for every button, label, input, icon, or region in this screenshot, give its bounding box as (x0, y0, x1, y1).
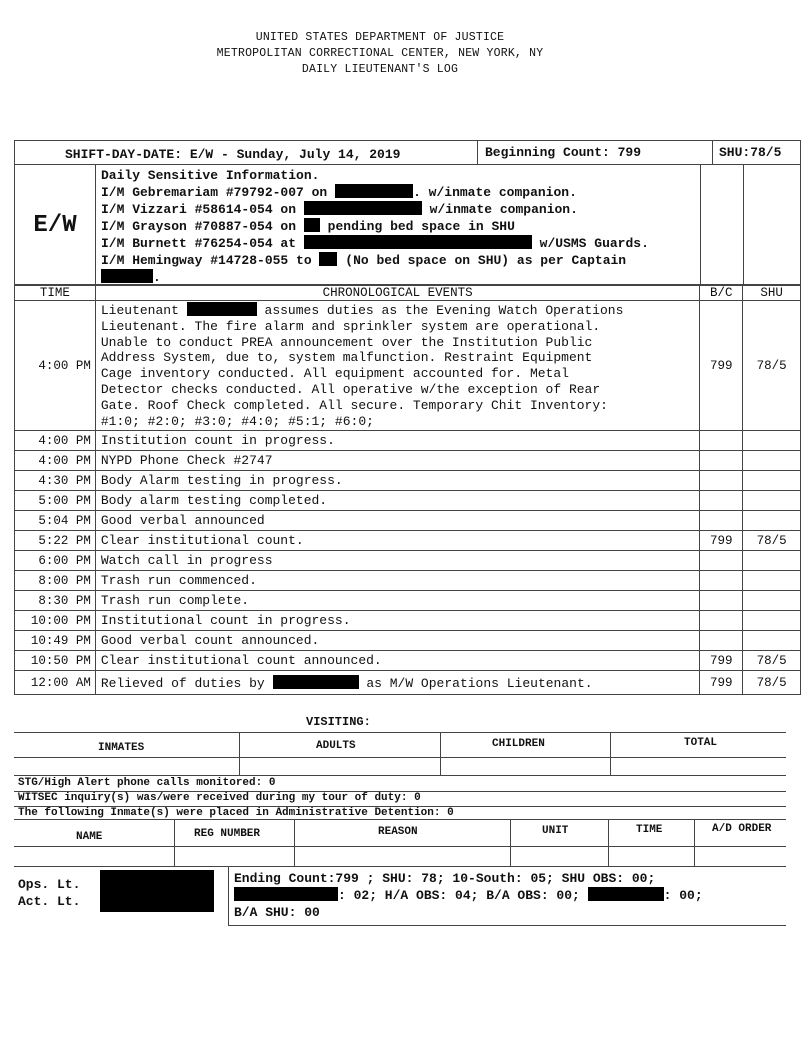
entry-time: 4:00 PM (15, 431, 96, 451)
entry-event: Clear institutional count announced. (95, 651, 699, 671)
table-row (15, 571, 801, 591)
table-row (15, 551, 801, 571)
redaction (234, 887, 338, 901)
entry-time: 8:00 PM (15, 571, 96, 591)
witsec-note: WITSEC inquiry(s) was/were received during my tour of duty: 0 (18, 792, 421, 804)
ad-order: A/D ORDER (712, 823, 772, 835)
ops-lt-label: Ops. Lt. (18, 877, 81, 892)
redaction (319, 252, 337, 266)
redaction (304, 218, 320, 232)
table-row (15, 511, 801, 531)
entry-event (95, 301, 699, 431)
table-row (15, 651, 801, 671)
table-row (15, 491, 801, 511)
visiting-total: TOTAL (684, 737, 718, 749)
entry-shu (743, 431, 801, 451)
entry-shu (743, 631, 801, 651)
entry-bc (700, 431, 743, 451)
entry-shu (743, 611, 801, 631)
sensitive-line-3b: pending bed space in SHU (327, 219, 515, 234)
col-shu: SHU (743, 285, 801, 301)
shift-code: E/W (15, 165, 96, 285)
entry-shu: 78/5 (743, 651, 801, 671)
redaction (100, 870, 214, 912)
entry-time: 10:49 PM (15, 631, 96, 651)
ending-count-text (234, 870, 703, 921)
entry-text: as M/W Operations Lieutenant. (366, 675, 593, 691)
table-row (15, 301, 801, 431)
admin-detention-note: The following Inmate(s) were placed in Administrative Detention: 0 (18, 807, 454, 819)
visiting-inmates: INMATES (98, 742, 145, 754)
table-row (15, 471, 801, 491)
sensitive-line-1b: . w/inmate companion. (413, 185, 577, 200)
entry-event: Clear institutional count. (95, 531, 699, 551)
ad-time: TIME (636, 824, 663, 836)
entry-shu (743, 571, 801, 591)
entry-bc (700, 611, 743, 631)
table-row (15, 431, 801, 451)
entry-bc: 799 (700, 301, 743, 431)
beginning-count: Beginning Count: 799 (485, 145, 642, 160)
sensitive-line-4b: w/USMS Guards. (539, 236, 649, 251)
entry-bc: 799 (700, 651, 743, 671)
entry-time: 4:00 PM (15, 301, 96, 431)
sensitive-title: Daily Sensitive Information. (101, 168, 320, 183)
entry-shu (743, 511, 801, 531)
entry-shu (743, 591, 801, 611)
entry-time: 8:30 PM (15, 591, 96, 611)
entry-shu: 78/5 (743, 531, 801, 551)
col-time: TIME (15, 285, 96, 301)
entry-event: Good verbal announced (95, 511, 699, 531)
header-line-1: UNITED STATES DEPARTMENT OF JUSTICE (255, 31, 505, 44)
visiting-table (14, 732, 786, 776)
redaction (101, 269, 153, 283)
ad-reason: REASON (378, 826, 418, 838)
admin-detention-table (14, 819, 786, 867)
entry-time: 5:22 PM (15, 531, 96, 551)
col-bc: B/C (700, 285, 743, 301)
shift-header-row (14, 140, 801, 165)
redaction (304, 235, 532, 249)
entry-bc: 799 (700, 531, 743, 551)
col-events: CHRONOLOGICAL EVENTS (95, 285, 699, 301)
sensitive-info-text (101, 168, 649, 286)
ad-unit: UNIT (542, 825, 569, 837)
entry-bc: 799 (700, 671, 743, 695)
entry-bc (700, 491, 743, 511)
entry-time: 5:04 PM (15, 511, 96, 531)
entry-event: NYPD Phone Check #2747 (95, 451, 699, 471)
entry-event: Trash run commenced. (95, 571, 699, 591)
ending-count-line-1: Ending Count:799 ; SHU: 78; 10-South: 05; SHU OBS: 00; (234, 871, 656, 886)
entry-bc (700, 511, 743, 531)
entry-shu (743, 491, 801, 511)
entry-event: Good verbal count announced. (95, 631, 699, 651)
visiting-title: VISITING: (306, 715, 371, 729)
entry-event (95, 671, 699, 695)
sensitive-line-3a: I/M Grayson #70887-054 on (101, 219, 297, 234)
shu-count: SHU:78/5 (719, 145, 782, 160)
redaction (588, 887, 664, 901)
entry-time: 6:00 PM (15, 551, 96, 571)
entry-bc (700, 571, 743, 591)
entry-time: 5:00 PM (15, 491, 96, 511)
entry-bc (700, 451, 743, 471)
sensitive-line-2b: w/inmate companion. (429, 202, 578, 217)
entry-shu (743, 551, 801, 571)
sensitive-line-2a: I/M Vizzari #58614-054 on (101, 202, 297, 217)
entry-bc (700, 631, 743, 651)
entry-text: The fire alarm and sprinkler system are operational. (194, 318, 601, 334)
sensitive-line-5a: I/M Hemingway #14728-055 to (101, 253, 312, 268)
entry-text: Lieutenant (100, 303, 179, 318)
entry-time: 10:50 PM (15, 651, 96, 671)
ad-name: NAME (76, 831, 103, 843)
entry-text: Relieved of duties by (100, 675, 265, 691)
entry-shu: 78/5 (743, 671, 801, 695)
redaction (304, 201, 422, 215)
ad-reg: REG NUMBER (194, 828, 261, 840)
entry-event: Body Alarm testing in progress. (95, 471, 699, 491)
shift-day-date: SHIFT-DAY-DATE: E/W - Sunday, July 14, 2019 (65, 147, 401, 162)
entry-time: 4:00 PM (15, 451, 96, 471)
entry-time: 12:00 AM (15, 671, 96, 695)
entry-text: #1:0; #2:0; #3:0; #4:0; #5:1; #6:0; (100, 413, 374, 429)
header-line-3: DAILY LIEUTENANT'S LOG (301, 63, 459, 76)
sensitive-line-4a: I/M Burnett #76254-054 at (101, 236, 297, 251)
entry-text: Unable to conduct PREA announcement over the Institution Public (100, 334, 593, 350)
table-row (15, 611, 801, 631)
entry-bc (700, 551, 743, 571)
table-row (15, 591, 801, 611)
entry-event: Trash run complete. (95, 591, 699, 611)
act-lt-label: Act. Lt. (18, 894, 81, 909)
entry-text: Gate. Roof Check completed. All secure. Temporary Chit Inventory: (100, 397, 608, 413)
entry-time: 4:30 PM (15, 471, 96, 491)
entry-time: 10:00 PM (15, 611, 96, 631)
entry-event: Body alarm testing completed. (95, 491, 699, 511)
stg-note: STG/High Alert phone calls monitored: 0 (18, 777, 276, 789)
visiting-children: CHILDREN (492, 738, 545, 750)
table-row (15, 451, 801, 471)
entry-shu (743, 471, 801, 491)
ending-count-line-2b: : 00; (663, 888, 703, 903)
column-header-row (15, 285, 801, 301)
entry-text: Cage inventory conducted. All equipment accounted for. Metal (100, 366, 569, 382)
sensitive-line-5b: (No bed space on SHU) as per Captain (345, 253, 627, 268)
redaction (187, 302, 257, 316)
header-line-2: METROPOLITAN CORRECTIONAL CENTER, NEW YORK, NY (216, 47, 544, 60)
redaction (335, 184, 413, 198)
sensitive-line-6b: . (153, 270, 161, 285)
entry-text: Detector checks conducted. All operative w/the exception of Rear (100, 381, 601, 397)
ending-count-line-2a: : 02; H/A OBS: 04; B/A OBS: 00; (338, 888, 580, 903)
visiting-adults: ADULTS (316, 740, 356, 752)
entry-shu (743, 451, 801, 471)
footer-labels (18, 876, 80, 910)
entry-event: Institutional count in progress. (95, 611, 699, 631)
table-row (15, 631, 801, 651)
redaction (273, 675, 359, 689)
table-row (15, 671, 801, 695)
footer-block (14, 866, 786, 926)
entry-text: assumes duties as the Evening Watch Operations (264, 303, 624, 318)
entry-text: Address System, due to, system malfunction. Restraint Equipment (100, 350, 593, 366)
entry-text: Lieutenant. (100, 318, 187, 334)
ending-count-line-3: B/A SHU: 00 (234, 905, 320, 920)
entry-bc (700, 591, 743, 611)
entry-bc (700, 471, 743, 491)
sensitive-line-1a: I/M Gebremariam #79792-007 on (101, 185, 328, 200)
sensitive-info-block (14, 164, 801, 286)
table-row (15, 531, 801, 551)
chronological-events-table (14, 284, 801, 695)
entry-event: Watch call in progress (95, 551, 699, 571)
entry-shu: 78/5 (743, 301, 801, 431)
entry-event: Institution count in progress. (95, 431, 699, 451)
